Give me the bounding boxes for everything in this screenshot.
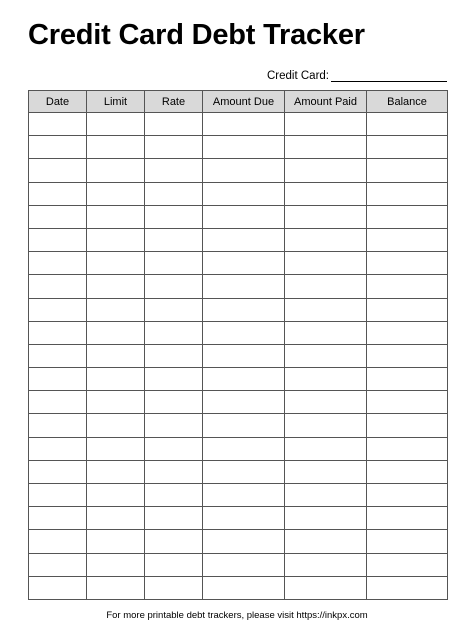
cell-balance[interactable]: [367, 576, 448, 599]
cell-limit[interactable]: [87, 182, 145, 205]
cell-amount-due[interactable]: [203, 437, 285, 460]
cell-limit[interactable]: [87, 252, 145, 275]
cell-amount-due[interactable]: [203, 484, 285, 507]
cell-amount-paid[interactable]: [285, 113, 367, 136]
cell-rate[interactable]: [145, 159, 203, 182]
cell-amount-due[interactable]: [203, 136, 285, 159]
cell-rate[interactable]: [145, 228, 203, 251]
cell-limit[interactable]: [87, 460, 145, 483]
debt-tracker-table: [28, 90, 448, 600]
cell-amount-due[interactable]: [203, 321, 285, 344]
table-row: [29, 530, 448, 553]
cell-rate[interactable]: [145, 484, 203, 507]
table-row: [29, 391, 448, 414]
cell-rate[interactable]: [145, 321, 203, 344]
cell-amount-due[interactable]: [203, 252, 285, 275]
table-row: [29, 113, 448, 136]
page-title: Credit Card Debt Tracker: [28, 19, 365, 51]
cell-limit[interactable]: [87, 484, 145, 507]
cell-balance[interactable]: [367, 228, 448, 251]
cell-amount-due[interactable]: [203, 228, 285, 251]
cell-rate[interactable]: [145, 252, 203, 275]
cell-date[interactable]: [29, 507, 87, 530]
cell-rate[interactable]: [145, 507, 203, 530]
cell-date[interactable]: [29, 530, 87, 553]
cell-amount-due[interactable]: [203, 460, 285, 483]
cell-date[interactable]: [29, 228, 87, 251]
cell-limit[interactable]: [87, 298, 145, 321]
cell-balance[interactable]: [367, 159, 448, 182]
cell-date[interactable]: [29, 484, 87, 507]
cell-date[interactable]: [29, 414, 87, 437]
cell-date[interactable]: [29, 275, 87, 298]
cell-balance[interactable]: [367, 182, 448, 205]
cell-date[interactable]: [29, 252, 87, 275]
cell-amount-due[interactable]: [203, 205, 285, 228]
cell-amount-paid[interactable]: [285, 182, 367, 205]
cell-limit[interactable]: [87, 321, 145, 344]
cell-balance[interactable]: [367, 414, 448, 437]
cell-balance[interactable]: [367, 507, 448, 530]
cell-limit[interactable]: [87, 530, 145, 553]
cell-balance[interactable]: [367, 298, 448, 321]
table-row: [29, 252, 448, 275]
cell-amount-due[interactable]: [203, 530, 285, 553]
cell-balance[interactable]: [367, 460, 448, 483]
table-row: [29, 460, 448, 483]
cell-amount-paid[interactable]: [285, 553, 367, 576]
cell-limit[interactable]: [87, 159, 145, 182]
cell-date[interactable]: [29, 368, 87, 391]
cell-amount-paid[interactable]: [285, 460, 367, 483]
table-row: [29, 275, 448, 298]
cell-limit[interactable]: [87, 368, 145, 391]
cell-amount-paid[interactable]: [285, 275, 367, 298]
cell-rate[interactable]: [145, 460, 203, 483]
table-row: [29, 136, 448, 159]
cell-balance[interactable]: [367, 530, 448, 553]
table-row: [29, 368, 448, 391]
table-header-row: [29, 91, 448, 113]
cell-limit[interactable]: [87, 553, 145, 576]
cell-rate[interactable]: [145, 205, 203, 228]
cell-rate[interactable]: [145, 298, 203, 321]
cell-rate[interactable]: [145, 368, 203, 391]
cell-limit[interactable]: [87, 414, 145, 437]
table-row: [29, 484, 448, 507]
cell-limit[interactable]: [87, 205, 145, 228]
cell-balance[interactable]: [367, 344, 448, 367]
column-header-rate: Rate: [145, 91, 203, 113]
cell-amount-paid[interactable]: [285, 344, 367, 367]
cell-amount-paid[interactable]: [285, 391, 367, 414]
cell-amount-paid[interactable]: [285, 298, 367, 321]
cell-limit[interactable]: [87, 228, 145, 251]
cell-amount-paid[interactable]: [285, 159, 367, 182]
cell-amount-paid[interactable]: [285, 484, 367, 507]
table-row: [29, 159, 448, 182]
credit-card-field: [267, 68, 447, 82]
cell-balance[interactable]: [367, 113, 448, 136]
cell-amount-paid[interactable]: [285, 437, 367, 460]
table-row: [29, 507, 448, 530]
cell-amount-paid[interactable]: [285, 321, 367, 344]
cell-rate[interactable]: [145, 182, 203, 205]
cell-amount-due[interactable]: [203, 344, 285, 367]
table-row: [29, 205, 448, 228]
column-header-balance: Balance: [367, 91, 448, 113]
cell-rate[interactable]: [145, 275, 203, 298]
cell-amount-paid[interactable]: [285, 507, 367, 530]
cell-date[interactable]: [29, 136, 87, 159]
cell-balance[interactable]: [367, 136, 448, 159]
cell-balance[interactable]: [367, 321, 448, 344]
cell-limit[interactable]: [87, 507, 145, 530]
cell-balance[interactable]: [367, 391, 448, 414]
cell-amount-due[interactable]: [203, 113, 285, 136]
cell-limit[interactable]: [87, 344, 145, 367]
cell-limit[interactable]: [87, 576, 145, 599]
column-header-amount-due: Amount Due: [203, 91, 285, 113]
table-row: [29, 553, 448, 576]
cell-balance[interactable]: [367, 368, 448, 391]
table-row: [29, 437, 448, 460]
cell-balance[interactable]: [367, 437, 448, 460]
cell-amount-due[interactable]: [203, 275, 285, 298]
cell-date[interactable]: [29, 113, 87, 136]
cell-limit[interactable]: [87, 113, 145, 136]
cell-balance[interactable]: [367, 205, 448, 228]
credit-card-blank-line: [331, 68, 447, 82]
cell-amount-due[interactable]: [203, 368, 285, 391]
cell-limit[interactable]: [87, 437, 145, 460]
table-row: [29, 414, 448, 437]
cell-limit[interactable]: [87, 136, 145, 159]
cell-date[interactable]: [29, 205, 87, 228]
cell-amount-due[interactable]: [203, 576, 285, 599]
cell-date[interactable]: [29, 182, 87, 205]
cell-amount-paid[interactable]: [285, 136, 367, 159]
cell-date[interactable]: [29, 321, 87, 344]
cell-rate[interactable]: [145, 437, 203, 460]
cell-amount-due[interactable]: [203, 553, 285, 576]
table-row: [29, 576, 448, 599]
cell-amount-due[interactable]: [203, 507, 285, 530]
cell-rate[interactable]: [145, 414, 203, 437]
cell-amount-paid[interactable]: [285, 368, 367, 391]
cell-date[interactable]: [29, 391, 87, 414]
footer-note: For more printable debt trackers, please visit https://inkpx.com: [106, 610, 368, 621]
cell-balance[interactable]: [367, 553, 448, 576]
cell-rate[interactable]: [145, 391, 203, 414]
cell-rate[interactable]: [145, 553, 203, 576]
cell-rate[interactable]: [145, 136, 203, 159]
cell-rate[interactable]: [145, 113, 203, 136]
cell-amount-due[interactable]: [203, 391, 285, 414]
table-row: [29, 228, 448, 251]
cell-rate[interactable]: [145, 344, 203, 367]
cell-limit[interactable]: [87, 391, 145, 414]
cell-date[interactable]: [29, 437, 87, 460]
cell-amount-paid[interactable]: [285, 576, 367, 599]
cell-date[interactable]: [29, 344, 87, 367]
cell-amount-due[interactable]: [203, 159, 285, 182]
credit-card-label: Credit Card:: [267, 70, 329, 82]
cell-balance[interactable]: [367, 252, 448, 275]
column-header-limit: Limit: [87, 91, 145, 113]
cell-limit[interactable]: [87, 275, 145, 298]
cell-date[interactable]: [29, 553, 87, 576]
table-row: [29, 182, 448, 205]
cell-amount-paid[interactable]: [285, 414, 367, 437]
cell-amount-due[interactable]: [203, 182, 285, 205]
table-row: [29, 298, 448, 321]
cell-amount-paid[interactable]: [285, 228, 367, 251]
cell-date[interactable]: [29, 460, 87, 483]
table-row: [29, 344, 448, 367]
cell-date[interactable]: [29, 159, 87, 182]
cell-date[interactable]: [29, 298, 87, 321]
table-row: [29, 321, 448, 344]
cell-balance[interactable]: [367, 275, 448, 298]
cell-balance[interactable]: [367, 484, 448, 507]
cell-rate[interactable]: [145, 530, 203, 553]
cell-amount-paid[interactable]: [285, 205, 367, 228]
cell-date[interactable]: [29, 576, 87, 599]
cell-amount-paid[interactable]: [285, 252, 367, 275]
column-header-amount-paid: Amount Paid: [285, 91, 367, 113]
cell-amount-due[interactable]: [203, 298, 285, 321]
cell-amount-paid[interactable]: [285, 530, 367, 553]
column-header-date: Date: [29, 91, 87, 113]
cell-rate[interactable]: [145, 576, 203, 599]
table-body: [29, 113, 448, 600]
cell-amount-due[interactable]: [203, 414, 285, 437]
